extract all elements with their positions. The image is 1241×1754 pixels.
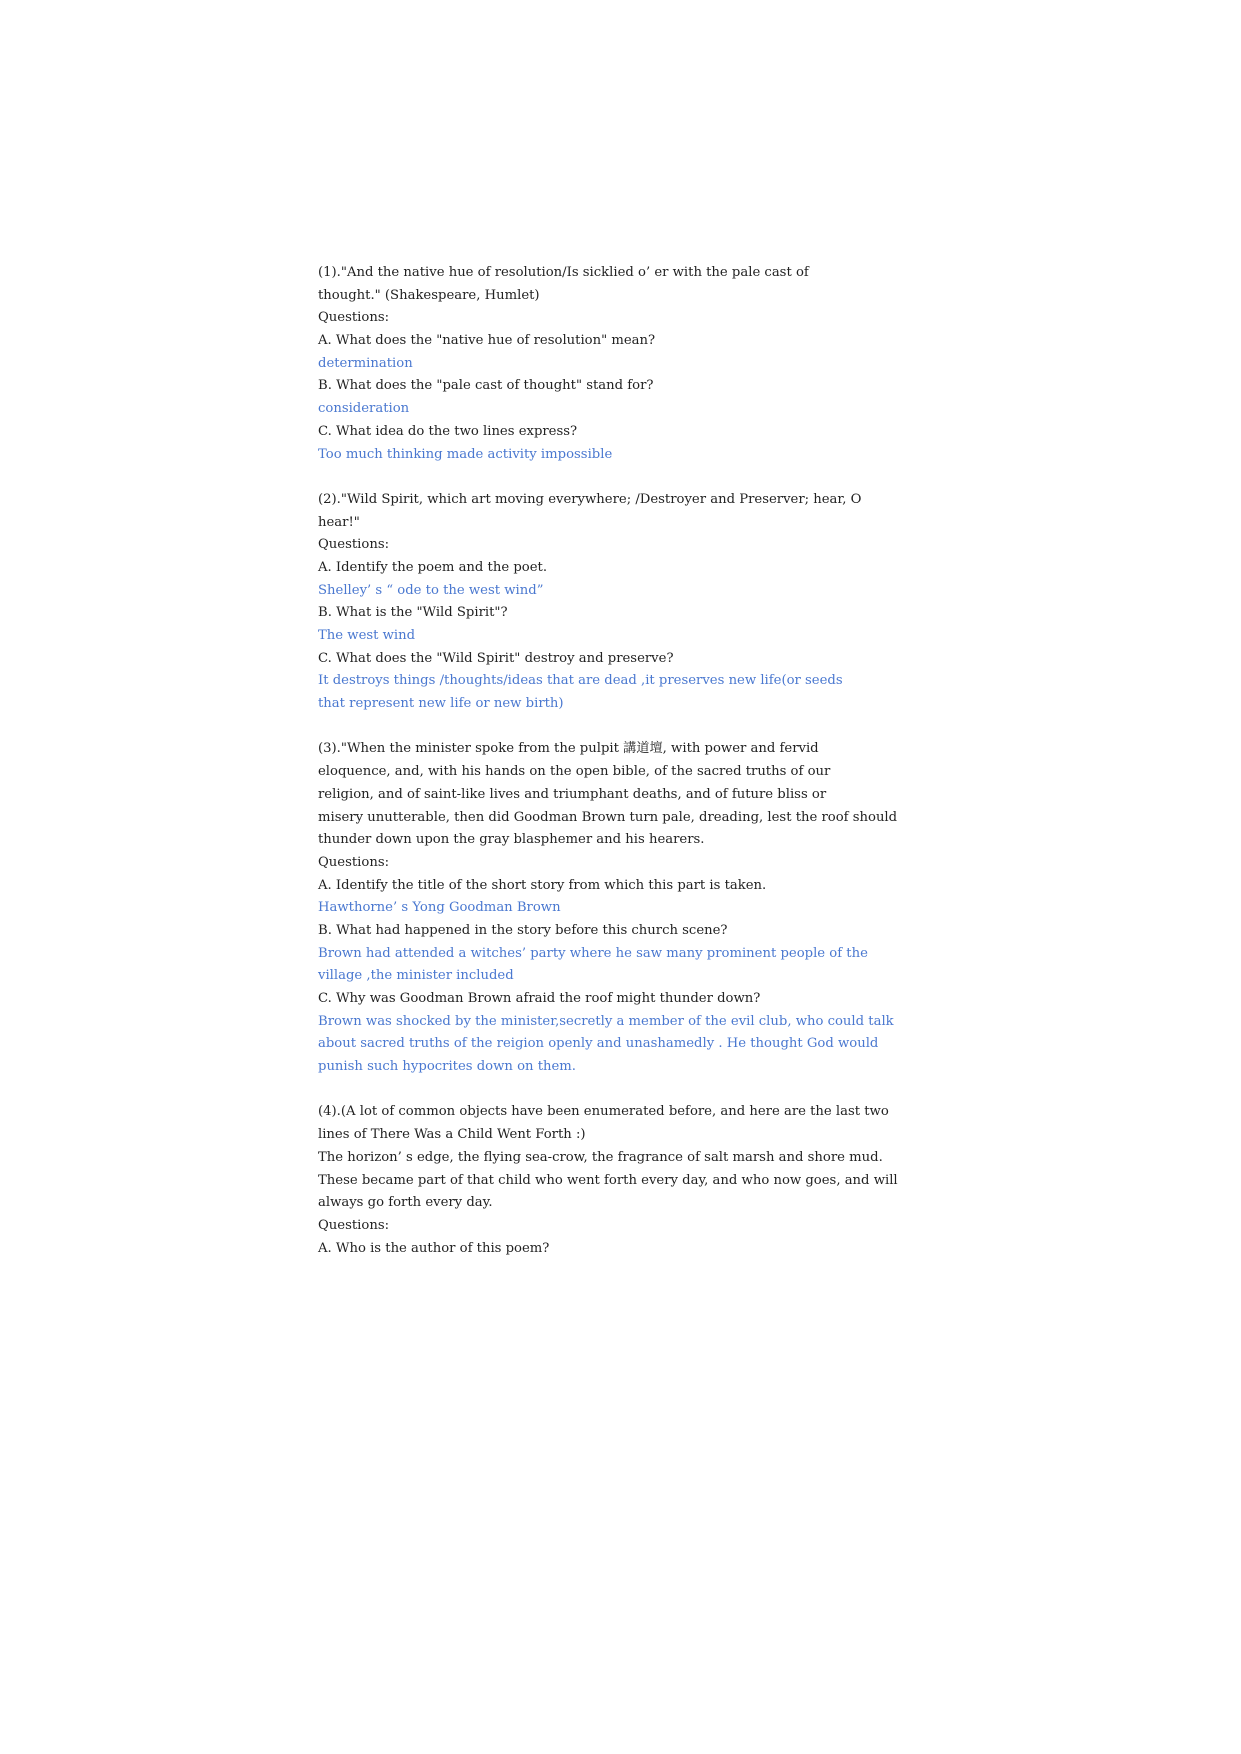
section-spacer	[318, 716, 928, 739]
questions-heading: Questions:	[318, 310, 390, 326]
question-c: C. What does the "Wild Spirit" destroy and preserve?	[318, 650, 674, 666]
passage-line: (2)."Wild Spirit, which art moving everywhere; /Destroyer and Preserver; hear, O	[318, 491, 862, 507]
question-b: B. What does the "pale cast of thought" stand for?	[318, 378, 654, 394]
answer-a: determination	[318, 355, 413, 371]
passage-line: These became part of that child who went forth every day, and who now goes, and will	[318, 1172, 898, 1188]
question-a: A. Identify the poem and the poet.	[318, 559, 548, 575]
passage-line: hear!"	[318, 514, 360, 530]
question-b: B. What had happened in the story before this church scene?	[318, 922, 728, 938]
answer-b: Brown had attended a witches’ party where he saw many prominent people of the	[318, 945, 868, 961]
passage-line: The horizon’ s edge, the flying sea-crow, the fragrance of salt marsh and shore mud.	[318, 1149, 883, 1165]
passage-line: thunder down upon the gray blasphemer and his hearers.	[318, 832, 705, 848]
question-c: C. What idea do the two lines express?	[318, 423, 578, 439]
passage-line: (1)."And the native hue of resolution/Is sicklied o’ er with the pale cast of	[318, 265, 809, 280]
question-a: A. What does the "native hue of resolution" mean?	[318, 333, 656, 349]
question-block-4	[318, 1101, 928, 1260]
answer-b-continued: village ,the minister included	[318, 968, 514, 984]
answer-c-continued: about sacred truths of the reigion openly and unashamedly . He thought God would	[318, 1036, 879, 1052]
question-c: C. Why was Goodman Brown afraid the roof might thunder down?	[318, 991, 761, 1006]
answer-a: Shelley’ s “ ode to the west wind”	[318, 582, 544, 598]
document-page	[318, 262, 928, 1260]
question-a: A. Who is the author of this poem?	[318, 1240, 550, 1256]
answer-c: Too much thinking made activity impossible	[318, 446, 613, 462]
question-block-1	[318, 262, 928, 466]
answer-c-continued: that represent new life or new birth)	[318, 696, 564, 712]
passage-line: religion, and of saint-like lives and triumphant deaths, and of future bliss or	[318, 786, 827, 802]
question-block-3	[318, 738, 928, 1078]
question-block-2	[318, 489, 928, 716]
questions-heading: Questions:	[318, 1217, 390, 1233]
answer-c: It destroys things /thoughts/ideas that are dead ,it preserves new life(or seeds	[318, 673, 843, 689]
passage-line: (4).(A lot of common objects have been enumerated before, and here are the last two	[318, 1104, 889, 1120]
passage-line: eloquence, and, with his hands on the open bible, of the sacred truths of our	[318, 764, 831, 780]
answer-b: The west wind	[318, 628, 416, 643]
question-a: A. Identify the title of the short story from which this part is taken.	[318, 877, 767, 893]
passage-line: (3)."When the minister spoke from the pulpit 講道壇, with power and fervid	[318, 741, 819, 757]
answer-c: Brown was shocked by the minister,secretly a member of the evil club, who could talk	[318, 1013, 894, 1029]
section-spacer	[318, 1079, 928, 1102]
passage-line: lines of There Was a Child Went Forth :)	[318, 1127, 586, 1143]
answer-a: Hawthorne’ s Yong Goodman Brown	[318, 900, 561, 916]
passage-line: thought." (Shakespeare, Humlet)	[318, 287, 540, 303]
question-b: B. What is the "Wild Spirit"?	[318, 605, 508, 621]
answer-c-continued: punish such hypocrites down on them.	[318, 1059, 576, 1075]
passage-line: always go forth every day.	[318, 1195, 493, 1211]
questions-heading: Questions:	[318, 854, 390, 870]
questions-heading: Questions:	[318, 537, 390, 553]
section-spacer	[318, 466, 928, 489]
answer-b: consideration	[318, 401, 410, 417]
passage-line: misery unutterable, then did Goodman Brown turn pale, dreading, lest the roof should	[318, 809, 898, 825]
